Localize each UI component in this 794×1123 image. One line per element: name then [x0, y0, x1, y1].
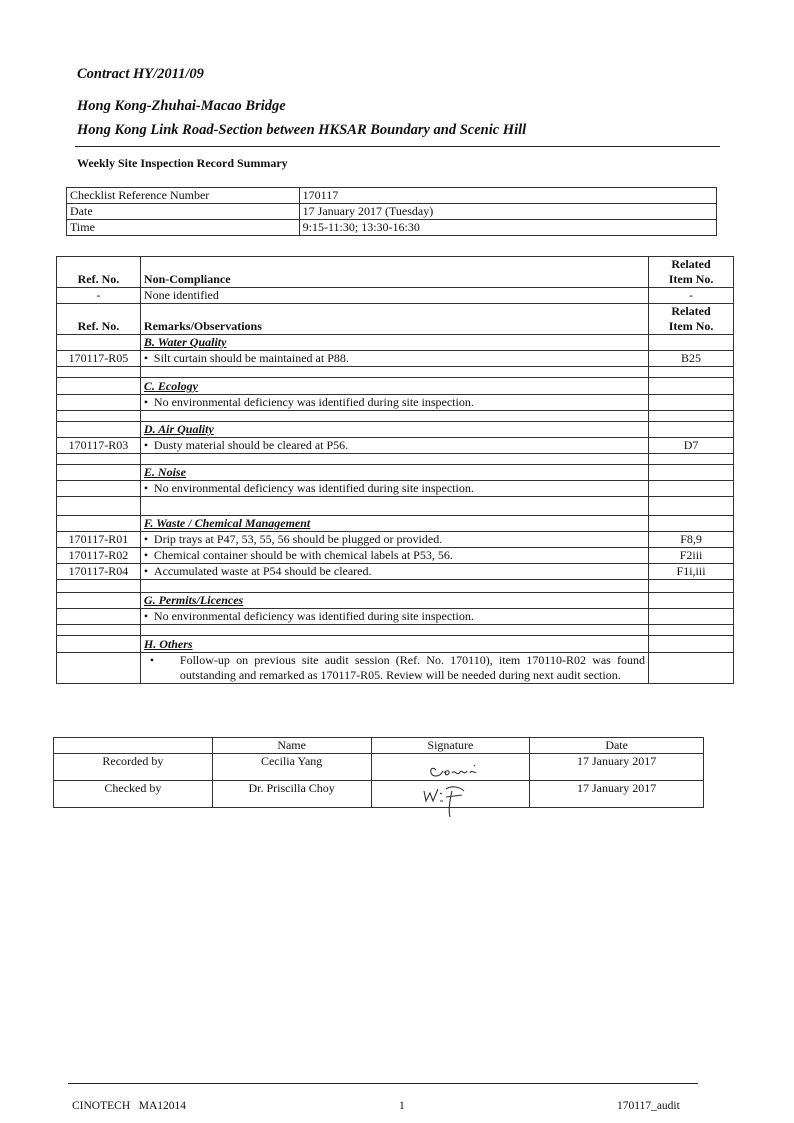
- remark-row: [57, 351, 734, 367]
- section-air-quality-title: D. Air Quality: [140, 422, 648, 438]
- remark-text: • No environmental deficiency was identified during site inspection.: [140, 481, 648, 497]
- bullet-icon: •: [143, 548, 149, 562]
- ref-cell: [57, 395, 141, 411]
- ref-cell: 170117-R02: [57, 548, 141, 564]
- header-rule: [75, 146, 720, 147]
- info-row-reference: [67, 188, 717, 204]
- bullet-icon: •: [143, 351, 149, 365]
- bullet-icon: •: [143, 481, 149, 495]
- ref-cell: [57, 609, 141, 625]
- signature-header: Signature: [371, 738, 530, 754]
- related-item-header: Related Item No.: [649, 257, 734, 288]
- date-cell: 17 January 2017: [530, 781, 704, 808]
- remark-text: • No environmental deficiency was identified during site inspection.: [140, 395, 648, 411]
- document-title: Weekly Site Inspection Record Summary: [77, 156, 288, 170]
- item-cell: F1i,iii: [649, 564, 734, 580]
- noncompliance-header-row: [57, 257, 734, 288]
- signature-image-recorder: [426, 756, 496, 780]
- bullet-icon: •: [143, 438, 149, 452]
- ref-cell: [57, 653, 141, 684]
- info-row-date: [67, 204, 717, 220]
- noncompliance-header: Non-Compliance: [140, 257, 648, 288]
- remark-text: • Drip trays at P47, 53, 55, 56 should be plugged or provided.: [140, 532, 648, 548]
- remarks-header-row: [57, 304, 734, 335]
- checked-by-row: [54, 781, 704, 808]
- section-title-row: [57, 593, 734, 609]
- info-row-time: [67, 220, 717, 236]
- item-cell: [649, 395, 734, 411]
- bullet-icon: •: [143, 609, 149, 623]
- bullet-icon: •: [143, 564, 149, 578]
- bullet-icon: •: [149, 653, 155, 667]
- ref-cell: 170117-R05: [57, 351, 141, 367]
- noncompliance-text: None identified: [140, 288, 648, 304]
- item-cell: D7: [649, 438, 734, 454]
- date-cell: 17 January 2017: [530, 754, 704, 781]
- footer-page-number: 1: [399, 1100, 405, 1112]
- section-title-row: [57, 516, 734, 532]
- ref-cell: 170117-R03: [57, 438, 141, 454]
- date-header: Date: [530, 738, 704, 754]
- item-cell: [649, 481, 734, 497]
- ref-cell: -: [57, 288, 141, 304]
- info-label: Checklist Reference Number: [67, 188, 300, 204]
- ref-no-header: Ref. No.: [57, 257, 141, 288]
- noncompliance-row: [57, 288, 734, 304]
- signature-cell: [371, 754, 530, 781]
- info-value: 9:15-11:30; 13:30-16:30: [299, 220, 716, 236]
- item-cell: F8,9: [649, 532, 734, 548]
- recorded-by-row: [54, 754, 704, 781]
- contract-number: Contract HY/2011/09: [77, 66, 204, 82]
- info-label: Date: [67, 204, 300, 220]
- item-cell: B25: [649, 351, 734, 367]
- remark-text: • Silt curtain should be maintained at P88.: [140, 351, 648, 367]
- related-item-header: Related Item No.: [649, 304, 734, 335]
- name-cell: Cecilia Yang: [212, 754, 371, 781]
- signature-table: [53, 737, 704, 808]
- section-permits-title: G. Permits/Licences: [140, 593, 648, 609]
- spacer-row: [57, 411, 734, 422]
- spacer-row: [57, 625, 734, 636]
- signature-header-row: [54, 738, 704, 754]
- name-header: Name: [212, 738, 371, 754]
- remark-row: [57, 481, 734, 497]
- remark-text: • Follow-up on previous site audit session (Ref. No. 170110), item 170110-R02 was found outstanding and remarked as 170117-R05. Review will be needed during next audit section.: [140, 653, 648, 684]
- info-value: 17 January 2017 (Tuesday): [299, 204, 716, 220]
- project-section: Hong Kong Link Road-Section between HKSAR Boundary and Scenic Hill: [77, 122, 527, 138]
- footer-file-reference: 170117_audit: [617, 1100, 680, 1112]
- role-cell: Checked by: [54, 781, 213, 808]
- section-title-row: [57, 378, 734, 395]
- info-label: Time: [67, 220, 300, 236]
- remark-text: • Accumulated waste at P54 should be cleared.: [140, 564, 648, 580]
- ref-cell: 170117-R04: [57, 564, 141, 580]
- project-name: Hong Kong-Zhuhai-Macao Bridge: [77, 98, 286, 114]
- role-cell: Recorded by: [54, 754, 213, 781]
- checklist-info-table: [66, 187, 717, 236]
- item-cell: [649, 609, 734, 625]
- section-water-quality-title: B. Water Quality: [140, 335, 648, 351]
- item-cell: [649, 653, 734, 684]
- inspection-table: [56, 256, 734, 684]
- remark-row: [57, 438, 734, 454]
- ref-cell: [57, 481, 141, 497]
- spacer-row: [57, 454, 734, 465]
- spacer-row: [57, 497, 734, 516]
- spacer-row: [57, 580, 734, 593]
- remark-row: [57, 564, 734, 580]
- remark-text: • Chemical container should be with chemical labels at P53, 56.: [140, 548, 648, 564]
- section-title-row: [57, 335, 734, 351]
- remark-text: • Dusty material should be cleared at P56.: [140, 438, 648, 454]
- bullet-icon: •: [143, 395, 149, 409]
- signature-cell: [371, 781, 530, 808]
- remark-row: [57, 609, 734, 625]
- section-title-row: [57, 465, 734, 481]
- remarks-header: Remarks/Observations: [140, 304, 648, 335]
- spacer-row: [57, 367, 734, 378]
- section-title-row: [57, 636, 734, 653]
- remark-row: [57, 548, 734, 564]
- ref-cell: 170117-R01: [57, 532, 141, 548]
- section-title-row: [57, 422, 734, 438]
- remark-row: [57, 532, 734, 548]
- section-noise-title: E. Noise: [140, 465, 648, 481]
- item-cell: F2iii: [649, 548, 734, 564]
- footer-company-code: CINOTECH MA12014: [72, 1100, 187, 1112]
- section-others-title: H. Others: [140, 636, 648, 653]
- section-waste-title: F. Waste / Chemical Management: [140, 516, 648, 532]
- item-cell: -: [649, 288, 734, 304]
- footer-rule: [68, 1083, 698, 1084]
- name-cell: Dr. Priscilla Choy: [212, 781, 371, 808]
- section-ecology-title: C. Ecology: [140, 378, 648, 395]
- bullet-icon: •: [143, 532, 149, 546]
- info-value: 170117: [299, 188, 716, 204]
- ref-no-header: Ref. No.: [57, 304, 141, 335]
- remark-row: [57, 653, 734, 684]
- remark-text: • No environmental deficiency was identified during site inspection.: [140, 609, 648, 625]
- signature-image-checker: [416, 781, 486, 821]
- remark-row: [57, 395, 734, 411]
